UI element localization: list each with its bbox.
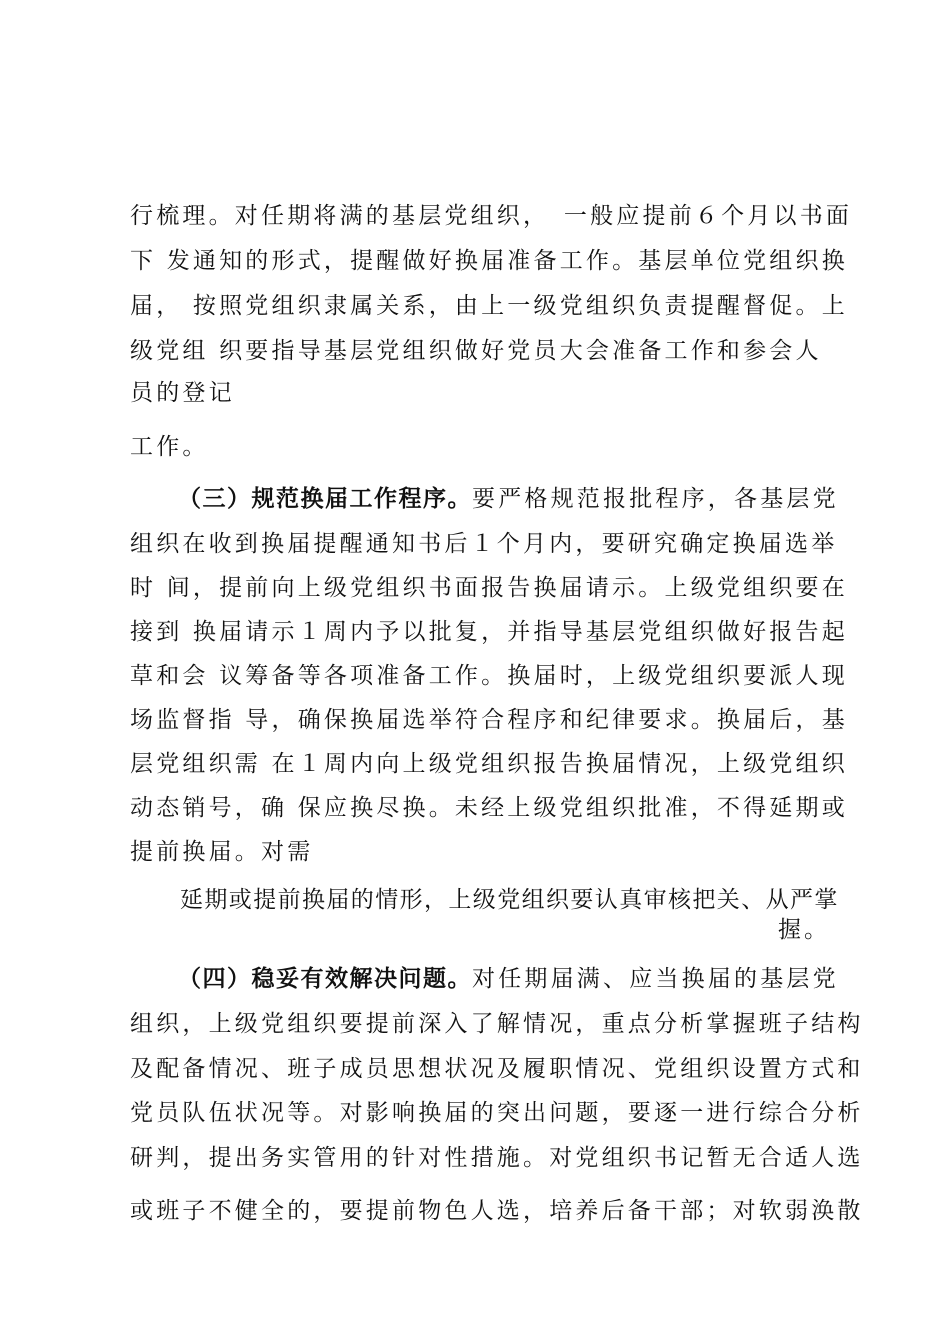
paragraph-line: 级党组 织要指导基层党组织做好党员大会准备工作和参会人 xyxy=(130,338,822,364)
paragraph-line: 行梳理。对任期将满的基层党组织， 一般应提前６个月以书面 xyxy=(130,203,853,229)
paragraph-line: 层党组织需 在１周内向上级党组织报告换届情况，上级党组织 xyxy=(130,751,848,777)
paragraph-line: 延期或提前换届的情形，上级党组织要认真审核把关、从严掌 xyxy=(180,887,839,913)
section-3-first-line xyxy=(178,483,878,515)
paragraph-line: 届， 按照党组织隶属关系，由上一级党组织负责提醒督促。上 xyxy=(130,293,848,319)
paragraph-line: 下 发通知的形式，提醒做好换届准备工作。基层单位党组织换 xyxy=(130,248,848,274)
paragraph-line: 提前换届。对需 xyxy=(130,839,314,865)
paragraph-line: 工作。 xyxy=(130,434,209,460)
paragraph-line: 组织在收到换届提醒通知书后１个月内，要研究确定换届选举 xyxy=(130,531,838,557)
section-4-heading: （四）稳妥有效解决问题。 xyxy=(178,965,472,992)
paragraph-line: 时 间，提前向上级党组织书面报告换届请示。上级党组织要在 xyxy=(130,575,848,601)
paragraph-line: 握。 xyxy=(778,917,830,943)
section-3-heading: （三）规范换届工作程序。 xyxy=(178,485,472,512)
section-3-first-line-text: 要严格规范报批程序，各基层党 xyxy=(472,486,839,512)
paragraph-line: 接到 换届请示１周内予以批复，并指导基层党组织做好报告起 xyxy=(130,619,848,645)
paragraph-line: 党员队伍状况等。对影响换届的突出问题，要逐一进行综合分析 xyxy=(130,1100,864,1126)
paragraph-line: 员的登记 xyxy=(130,380,235,406)
section-4-first-line xyxy=(178,963,878,995)
paragraph-line: 研判，提出务实管用的针对性措施。对党组织书记暂无合适人选 xyxy=(130,1145,864,1171)
paragraph-line: 动态销号，确 保应换尽换。未经上级党组织批准，不得延期或 xyxy=(130,795,848,821)
paragraph-line: 组织，上级党组织要提前深入了解情况，重点分析掌握班子结构 xyxy=(130,1011,864,1037)
paragraph-line: 草和会 议筹备等各项准备工作。换届时，上级党组织要派人现 xyxy=(130,663,848,689)
paragraph-line: 或班子不健全的，要提前物色人选，培养后备干部；对软弱涣散 xyxy=(130,1198,864,1224)
section-4-first-line-text: 对任期届满、应当换届的基层党 xyxy=(472,966,839,992)
paragraph-line: 及配备情况、班子成员思想状况及履职情况、党组织设置方式和 xyxy=(130,1056,864,1082)
paragraph-line: 场监督指 导，确保换届选举符合程序和纪律要求。换届后，基 xyxy=(130,707,848,733)
